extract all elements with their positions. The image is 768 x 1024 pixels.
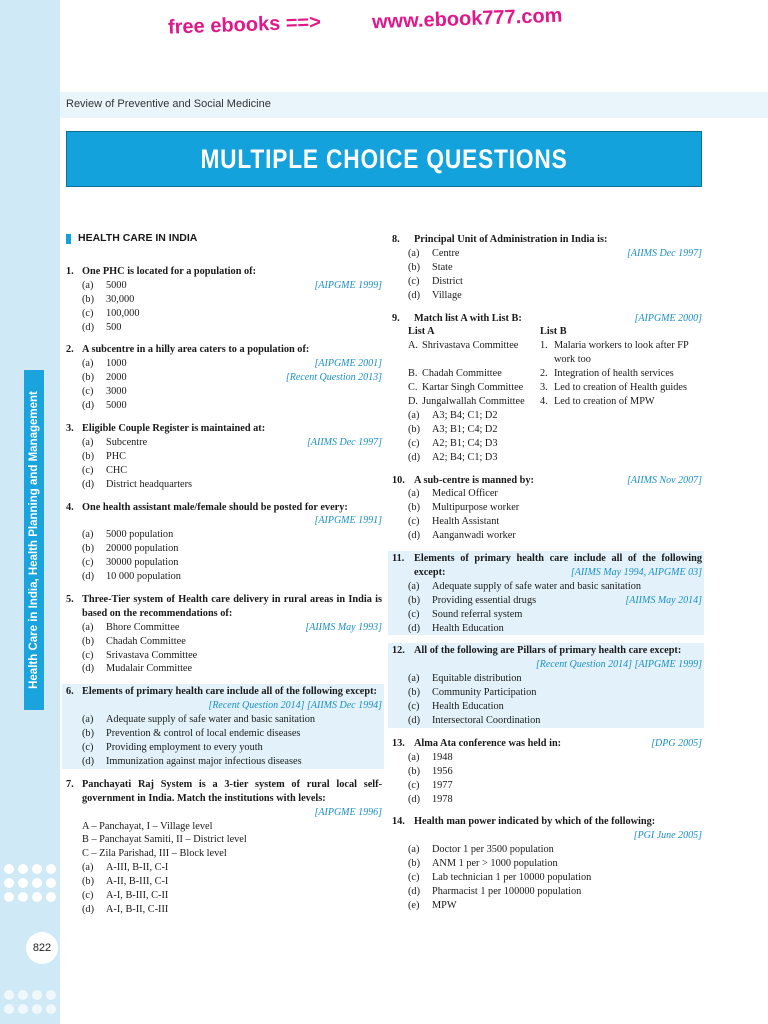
- option: (c) Srivastava Committee: [82, 649, 198, 661]
- question-stem: Health man power indicated by which of the following:: [414, 816, 656, 828]
- source-tag: [AIPGME 1991]: [314, 515, 382, 527]
- option: (d) Mudalair Committee: [82, 663, 193, 675]
- option: (a) 1948: [408, 751, 453, 763]
- question-9: 9. Match list A with List B: [AIPGME 2000] List A List B A. Shrivastava Committee 1. Malaria workers to look after FP work too B. Chadah Committee 2. Integration of health services C. Kartar Singh Committee 3. Led to creation of Health guides D. Jungalwallah Committee 4. Led to creation of MPW (a) A3; B4; C1; D2 (b) A3; B1; C4; D2 (c) A2; B1; C4; D3 (d) A2; B4; C1; D3: [392, 312, 702, 463]
- option: (a) 1000 [AIPGME 2001]: [82, 358, 382, 370]
- question-11: 11. Elements of primary health care include all of the following except: [AIIMS May 1994, AIPGME 03] (a) Adequate supply of safe water and basic sanitation (b) Providing essential drugs [AIIMS May 2014] (c) Sound referral system (d) Health Education: [388, 551, 704, 635]
- question-2: 2. A subcentre in a hilly area caters to a population of: (a) 1000 [AIPGME 2001] (b) 2000 [Recent Question 2013] (c) 3000 (d) 5000: [66, 344, 382, 412]
- option: (c) 30000 population: [82, 557, 179, 569]
- list-b-item: 1. Malaria workers to look after FP work too: [540, 340, 689, 366]
- question-stem: Elements of primary health care include all of the following except:: [414, 553, 702, 578]
- option: (a) 5000 [AIPGME 1999]: [82, 279, 382, 291]
- option: (c) Providing employment to every youth: [82, 742, 263, 753]
- option: (a) Medical Officer: [408, 488, 498, 500]
- source-tag: [AIIMS May 1993]: [305, 621, 382, 633]
- option: (d) A2; B4; C1; D3: [408, 451, 498, 463]
- option: (d) District headquarters: [82, 478, 193, 490]
- list-b-item: 4. Led to creation of MPW: [540, 395, 655, 407]
- source-tag: [DPG 2005]: [651, 737, 702, 749]
- option: (b) 30,000: [82, 293, 135, 305]
- option: (d) Village: [408, 289, 462, 301]
- source-tag: [AIIMS May 2014]: [625, 594, 702, 606]
- source-tag: [Recent Question 2014] [AIPGME 1999]: [535, 659, 702, 671]
- source-tag: [AIPGME 2001]: [314, 358, 382, 370]
- question-13: 13. Alma Ata conference was held in: [DPG 2005] (a) 1948 (b) 1956 (c) 1977 (d) 1978: [392, 737, 702, 805]
- page-title: MULTIPLE CHOICE QUESTIONS: [200, 144, 568, 174]
- question-12: 12. All of the following are Pillars of primary health care except: [Recent Question 2014] [AIPGME 1999] (a) Equitable distribution (b) Community Participation (c) Health Education (d) Intersectoral Coordination: [388, 643, 704, 727]
- source-tag: [Recent Question 2013]: [285, 372, 382, 384]
- source-tag: [AIIMS Dec 1997]: [307, 436, 382, 448]
- option: (b) State: [408, 261, 453, 273]
- option: (a) A-III, B-II, C-I: [82, 862, 169, 874]
- option: (c) A-I, B-III, C-II: [82, 890, 169, 902]
- option: (a) Equitable distribution: [408, 673, 522, 685]
- page-number: 822: [26, 932, 58, 964]
- option: (d) Pharmacist 1 per 100000 population: [408, 885, 582, 897]
- question-stem: Panchayati Raj System is a 3-tier system of rural local self-government in India. Match the institutions with levels:: [82, 778, 382, 804]
- option: (a) A3; B4; C1; D2: [408, 409, 498, 421]
- option: (b) Community Participation: [408, 687, 537, 699]
- source-tag: [AIIMS Dec 1997]: [627, 247, 702, 259]
- question-7: 7. Panchayati Raj System is a 3-tier system of rural local self-government in India. Match the institutions with levels: [AIPGME 1996] A – Panchayat, I – Village level B – Panchayat Samiti, II – District level C – Zila Parishad, III – Block level (a) A-III, B-II, C-I (b) A-II, B-III, C-I (c) A-I, B-III, C-II (d) A-I, B-II, C-III: [66, 778, 382, 915]
- source-tag: [AIPGME 1999]: [314, 279, 382, 291]
- question-stem: Match list A with List B:: [414, 312, 522, 324]
- option: (b) Multipurpose worker: [408, 502, 520, 514]
- question-3: 3. Eligible Couple Register is maintained at: (a) Subcentre [AIIMS Dec 1997] (b) PHC (c) CHC (d) District headquarters: [66, 422, 382, 490]
- option: (b) A-II, B-III, C-I: [82, 876, 169, 888]
- option: (a) Doctor 1 per 3500 population: [408, 844, 554, 856]
- option: (d) Immunization against major infectious diseases: [82, 755, 302, 767]
- match-table: [392, 325, 702, 408]
- source-tag: [AIIMS Nov 2007]: [627, 474, 702, 486]
- list-a-heading: List A: [408, 326, 435, 338]
- decorative-dots: [4, 864, 58, 902]
- source-tag: [PGI June 2005]: [633, 830, 702, 842]
- option: (d) Intersectoral Coordination: [408, 715, 541, 726]
- question-5: 5. Three-Tier system of Health care delivery in rural areas in India is based on the recommendations of: (a) Bhore Committee [AIIMS May 1993] (b) Chadah Committee (c) Srivastava Committee (d) Mudalair Committee: [66, 593, 382, 675]
- question-stem: A subcentre in a hilly area caters to a population of:: [82, 344, 310, 356]
- question-4: 4. One health assistant male/female should be posted for every: [AIPGME 1991] (a) 5000 population (b) 20000 population (c) 30000 population (d) 10 000 population: [66, 501, 382, 583]
- option: (b) Providing essential drugs [AIIMS May 2014]: [408, 594, 702, 606]
- match-line: C – Zila Parishad, III – Block level: [82, 848, 227, 860]
- option: (a) 5000 population: [82, 529, 174, 541]
- watermark-left: free ebooks ==>: [167, 11, 322, 39]
- option: (b) Chadah Committee: [82, 635, 186, 647]
- option: (b) A3; B1; C4; D2: [408, 423, 498, 435]
- source-tag: [AIPGME 1996]: [314, 806, 382, 818]
- question-1: 1. One PHC is located for a population of: (a) 5000 [AIPGME 1999] (b) 30,000 (c) 100,000 (d) 500: [66, 265, 382, 333]
- right-column: [392, 232, 702, 921]
- question-stem: One health assistant male/female should be posted for every:: [82, 501, 348, 513]
- title-banner: [66, 131, 702, 187]
- option: (d) Health Education: [408, 622, 504, 634]
- list-a-item: B. Chadah Committee: [408, 368, 502, 380]
- list-a-item: A. Shrivastava Committee: [408, 340, 519, 352]
- option: (c) Health Assistant: [408, 516, 500, 528]
- option: (c) District: [408, 275, 463, 287]
- list-a-item: C. Kartar Singh Committee: [408, 382, 524, 394]
- option: (d) 5000: [82, 400, 127, 412]
- question-stem: All of the following are Pillars of primary health care except:: [414, 645, 682, 657]
- section-heading: HEALTH CARE IN INDIA: [66, 232, 382, 246]
- watermark-link[interactable]: www.ebook777.com: [371, 4, 563, 34]
- question-stem: Three-Tier system of Health care delivery in rural areas in India is based on the recommendations of:: [82, 593, 382, 619]
- option: (c) Health Education: [408, 701, 504, 713]
- list-a-item: D. Jungalwallah Committee: [408, 395, 525, 407]
- chapter-side-title: Health Care in India, Health Planning and Management: [24, 370, 44, 710]
- decorative-dots-bottom: [4, 990, 58, 1014]
- option: (a) Centre [AIIMS Dec 1997]: [408, 247, 702, 259]
- option: (c) Lab technician 1 per 10000 population: [408, 872, 592, 884]
- option: (b) ANM 1 per > 1000 population: [408, 858, 558, 870]
- option: (e) MPW: [408, 899, 457, 911]
- option: (b) Prevention & control of local endemic diseases: [82, 728, 301, 740]
- option: (b) PHC: [82, 450, 127, 462]
- match-line: B – Panchayat Samiti, II – District level: [82, 834, 247, 846]
- source-tag: [AIPGME 2000]: [634, 312, 702, 324]
- question-8: 8. Principal Unit of Administration in India is: (a) Centre [AIIMS Dec 1997] (b) State (c) District (d) Village: [392, 234, 702, 301]
- option: (d) 1978: [408, 793, 453, 805]
- option: (b) 1956: [408, 765, 453, 777]
- option: (c) 3000: [82, 386, 127, 398]
- question-6: 6. Elements of primary health care include all of the following except: [Recent Question 2014] [AIIMS Dec 1994] (a) Adequate supply of safe water and basic sanitation (b) Prevention & control of local endemic diseases (c) Providing employment to every youth (d) Immunization against major infectious diseases: [62, 684, 384, 768]
- option: (d) Aanganwadi worker: [408, 530, 516, 542]
- left-column: [66, 232, 382, 925]
- option: (d) 10 000 population: [82, 571, 181, 583]
- option: (a) Subcentre [AIIMS Dec 1997]: [82, 436, 382, 448]
- question-stem: Alma Ata conference was held in:: [414, 737, 562, 749]
- question-14: 14. Health man power indicated by which of the following: [PGI June 2005] (a) Doctor 1 per 3500 population (b) ANM 1 per > 1000 population (c) Lab technician 1 per 10000 population (d) Pharmacist 1 per 100000 population (e) MPW: [392, 816, 702, 911]
- source-tag: [AIIMS May 1994, AIPGME 03]: [570, 566, 702, 578]
- question-stem: Principal Unit of Administration in India is:: [414, 234, 608, 245]
- question-stem: Eligible Couple Register is maintained at:: [82, 422, 266, 434]
- question-stem: A sub-centre is manned by:: [414, 474, 534, 486]
- option: (a) Adequate supply of safe water and basic sanitation: [408, 580, 642, 592]
- running-head: Review of Preventive and Social Medicine: [66, 98, 271, 110]
- list-b-heading: List B: [540, 326, 567, 338]
- source-tag: [Recent Question 2014] [AIIMS Dec 1994]: [208, 700, 382, 712]
- list-b-item: 3. Led to creation of Health guides: [540, 382, 687, 394]
- question-stem: Elements of primary health care include all of the following except:: [82, 686, 377, 698]
- option: (a) Bhore Committee [AIIMS May 1993]: [82, 621, 382, 633]
- option: (d) 500: [82, 321, 122, 333]
- option: (d) A-I, B-II, C-III: [82, 903, 169, 915]
- option: (c) CHC: [82, 464, 128, 476]
- question-10: 10. A sub-centre is manned by: [AIIMS Nov 2007] (a) Medical Officer (b) Multipurpose worker (c) Health Assistant (d) Aanganwadi worker: [392, 474, 702, 542]
- option: (b) 2000 [Recent Question 2013]: [82, 372, 382, 384]
- option: (c) A2; B1; C4; D3: [408, 437, 498, 449]
- option: (c) Sound referral system: [408, 608, 523, 620]
- option: (b) 20000 population: [82, 543, 179, 555]
- list-b-item: 2. Integration of health services: [540, 368, 674, 380]
- option: (a) Adequate supply of safe water and basic sanitation: [82, 714, 316, 726]
- match-line: A – Panchayat, I – Village level: [82, 820, 213, 832]
- option: (c) 1977: [408, 779, 453, 791]
- question-stem: One PHC is located for a population of:: [82, 265, 257, 277]
- option: (c) 100,000: [82, 307, 140, 319]
